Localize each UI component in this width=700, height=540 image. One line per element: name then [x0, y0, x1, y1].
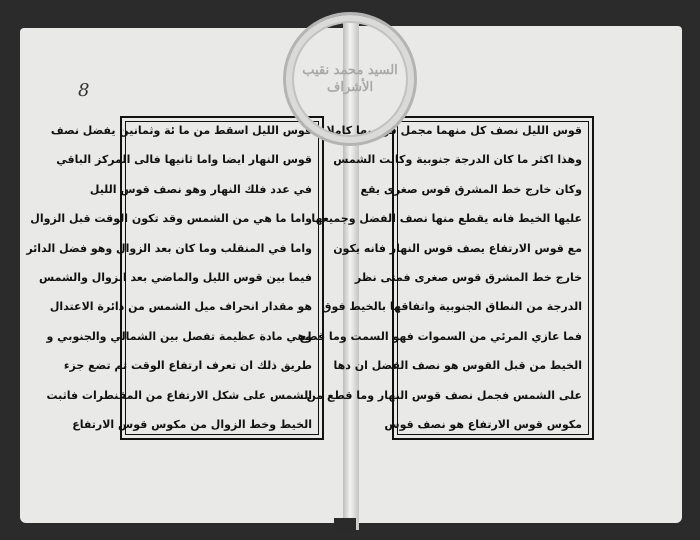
manuscript-line: خارج خط المشرق قوس صغرى فمتى نظر [354, 270, 582, 284]
manuscript-line: في عدد فلك النهار وهو نصف قوس الليل [89, 182, 312, 196]
manuscript-line: الدرجة من النطاق الجنوبية واتفاقها بالخيط فوق [321, 300, 582, 314]
manuscript-line: الخيط وخط الزوال من مكوس قوس الارتفاع [72, 417, 312, 431]
manuscript-line: هو مقدار انحراف ميل الشمس من دائرة الاعتدال [49, 300, 312, 314]
folio-number: 8 [78, 80, 90, 101]
right-text-block [299, 124, 582, 432]
seal-inscription: السيد محمد نقيب الأشراف [302, 63, 398, 95]
manuscript-line: واما في المنقلب وما كان بعد الزوال وهو فضل الدائر [26, 241, 312, 255]
manuscript-line: مكوس قوس الارتفاع هو نصف قوس [384, 417, 582, 431]
manuscript-line: فما عازي المرئي من السموات فهو السمت وما قطع [299, 329, 582, 343]
manuscript-line: واما ما هي من الشمس وقد تكون الوقت قبل الزوال [30, 212, 312, 226]
right-text-frame [299, 116, 594, 440]
manuscript-line: فيما بين قوس الليل والماضي بعد الزوال والشمس [39, 270, 312, 284]
left-text-frame [26, 116, 324, 440]
manuscript-line: مع قوس الارتفاع يصف قوس النهار فانه يكون [333, 241, 582, 255]
manuscript-line: طريق ذلك ان تعرف ارتفاع الوقت ثم تضع جزء [63, 359, 312, 373]
manuscript-line: قوس الليل نصف كل منهما مجمل قوسيها كاملا [326, 124, 582, 137]
left-text-block [26, 124, 312, 432]
binding-clip [334, 518, 356, 534]
manuscript-line: وكان خارج خط المشرق قوس صغرى يقع [360, 182, 582, 196]
manuscript-line: قوس الليل اسقط من ما ئة وثمانين يفضل نصف [50, 124, 312, 137]
manuscript-line: وهي مادة عظيمة تفصل بين الشمالي والجنوبي و [46, 329, 312, 343]
manuscript-line: على الشمس فجمل نصف قوس النهار وما قطع من [306, 388, 582, 402]
manuscript-line: الخيط من قبل القوس هو نصف الفضل ان دها [333, 359, 582, 373]
ownership-seal-stamp [283, 12, 417, 146]
manuscript-line: وهذا اكثر ما كان الدرجة جنوبية وكانت الشمس [333, 153, 582, 167]
manuscript-line: الشمس على شكل الارتفاع من المقنطرات فاثبت [46, 388, 312, 402]
manuscript-line: عليها الخيط فانه يقطع منها نصف الفضل وجميعها [311, 212, 582, 226]
manuscript-line: قوس النهار ايضا واما ثانيها فالى المركز الباقي [56, 153, 312, 167]
